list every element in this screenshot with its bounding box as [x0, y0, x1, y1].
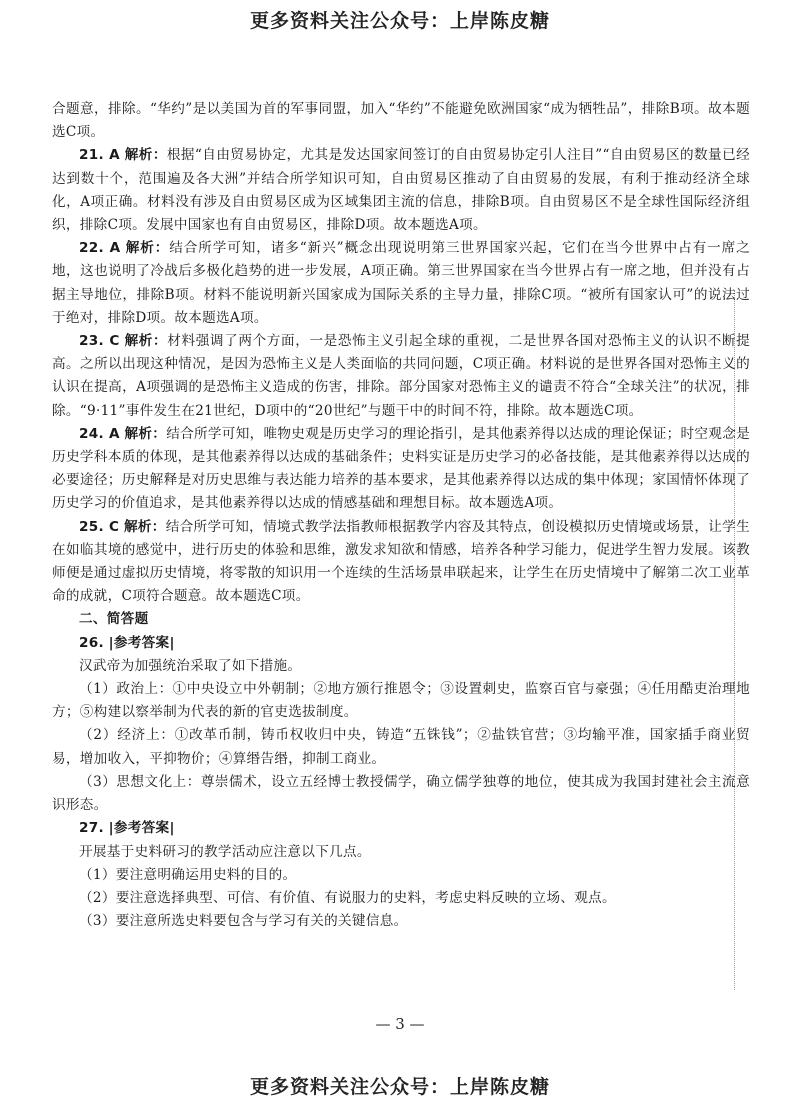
section-heading-short-answer: 二、简答题	[79, 611, 149, 628]
answer-27-heading	[52, 817, 750, 840]
answer-25	[52, 516, 750, 609]
answer-21-number: 21. A	[79, 147, 120, 164]
answer-26-lead: 汉武帝为加强统治采取了如下措施。	[79, 657, 302, 674]
answer-26-number: 26.	[79, 634, 104, 651]
answer-25-text: 结合所学可知，情境式教学法指教师根据教学内容及其特点，创设模拟历史情境或场景，让学生在如临其境的感觉中，进行历史的体验和思维，激发求知欲和情感，培养各种学习能力，促进学生智力发展。该教师便是通过虚拟历史情境，将零散的知识用一个连续的生活场景串联起来，让学生在历史情境中了解第二次工业革命的成就，C项符合题意。故本题选C项。	[52, 518, 750, 605]
answer-21	[52, 144, 750, 237]
answer-25-number: 25. C	[79, 518, 120, 535]
answer-27-lead: 开展基于史料研习的教学活动应注意以下几点。	[79, 843, 371, 860]
watermark-footer: 更多资料关注公众号：上岸陈皮糖	[249, 1076, 550, 1098]
answer-26-item-1: （1）政治上：①中央设立中外朝制；②地方颁行推恩令；③设置刺史，监察百官与豪强；④任用酷吏治理地方；⑤构建以察举制为代表的新的官吏选拔制度。	[52, 681, 750, 721]
answer-27-item-2: （2）要注意选择典型、可信、有价值、有说服力的史料，考虑史料反映的立场、观点。	[79, 889, 616, 906]
watermark-header: 更多资料关注公众号：上岸陈皮糖	[249, 10, 550, 32]
answer-25-label: 解析：	[123, 518, 166, 535]
answer-27-ref-label: |参考答案|	[108, 820, 175, 837]
answer-22-number: 22. A	[79, 240, 121, 257]
intro-paragraph: 合题意，排除。“华约”是以美国为首的军事同盟，加入“华约”不能避免欧洲国家“成为牺牲品”，排除B项。故本题选C项。	[52, 101, 750, 141]
answer-24-label: 解析：	[124, 425, 167, 442]
answer-22	[52, 237, 750, 330]
answer-26-item-3: （3）思想文化上：尊崇儒术，设立五经博士教授儒学，确立儒学独尊的地位，使其成为我国封建社会主流意识形态。	[52, 773, 750, 814]
answer-27-number: 27.	[79, 820, 104, 837]
answer-23-number: 23. C	[79, 333, 120, 350]
answer-23	[52, 330, 750, 423]
answer-26-heading	[52, 632, 750, 655]
page-number: — 3 —	[375, 1015, 425, 1033]
answer-26-ref-label: |参考答案|	[108, 634, 175, 651]
answer-24-text: 结合所学可知，唯物史观是历史学习的理论指引，是其他素养得以达成的理论保证；时空观念是历史学科本质的体现，是其他素养得以达成的基础条件；史料实证是历史学习的必备技能，是其他素养得以达成的必要途径；历史解释是对历史思维与表达能力培养的基本要求，是其他素养得以达成的集中体现；家国情怀体现了历史学习的价值追求，是其他素养得以达成的情感基础和理想目标。故本题选A项。	[52, 425, 750, 512]
answer-23-label: 解析：	[124, 333, 168, 350]
answer-21-text: 根据“自由贸易协定，尤其是发达国家间签订的自由贸易协定引人注目”“自由贸易区的数量已经达到数十个，范围遍及各大洲”并结合所学知识可知，自由贸易区推动了自由贸易的发展，有利于推动经济全球化，A项正确。材料没有涉及自由贸易区成为区域集团主流的信息，排除B项。自由贸易区不是全球性国际经济组织，排除C项。发展中国家也有自由贸易区，排除D项。故本题选A项。	[52, 147, 751, 234]
answer-22-text: 结合所学可知，诸多“新兴”概念出现说明第三世界国家兴起，它们在当今世界中占有一席之地，这也说明了冷战后多极化趋势的进一步发展，A项正确。第三世界国家在当今世界占有一席之地，但并没有占据主导地位，排除B项。材料不能说明新兴国家成为国际关系的主导力量，排除C项。“被所有国家认可”的说法过于绝对，排除D项。故本题选A项。	[52, 240, 750, 326]
answer-22-label: 解析：	[125, 240, 170, 257]
answer-21-label: 解析：	[124, 147, 167, 164]
answer-27-item-1: （1）要注意明确运用史料的目的。	[79, 866, 297, 883]
answer-24-number: 24. A	[79, 425, 120, 442]
answer-26-item-2: （2）经济上：①改革币制，铸币权收归中央，铸造“五铢钱”；②盐铁官营；③均输平准，国家插手商业贸易，增加收入，平抑物价；④算缗告缗，抑制工商业。	[52, 727, 750, 767]
answer-24	[52, 423, 750, 516]
answer-content	[52, 98, 750, 933]
answer-27-item-3: （3）要注意所选史料要包含与学习有关的关键信息。	[79, 913, 408, 930]
answer-23-text: 材料强调了两个方面，一是恐怖主义引起全球的重视，二是世界各国对恐怖主义的认识不断提高。之所以出现这种情况，是因为恐怖主义是人类面临的共同问题，C项正确。材料说的是世界各国对恐怖主义的认识在提高，A项强调的是恐怖主义造成的伤害，排除。部分国家对恐怖主义的谴责不符合“全球关注”的状况，排除。“9·11”事件发生在21世纪，D项中的“20世纪”与题干中的时间不符，排除。故本题选C项。	[52, 333, 751, 419]
